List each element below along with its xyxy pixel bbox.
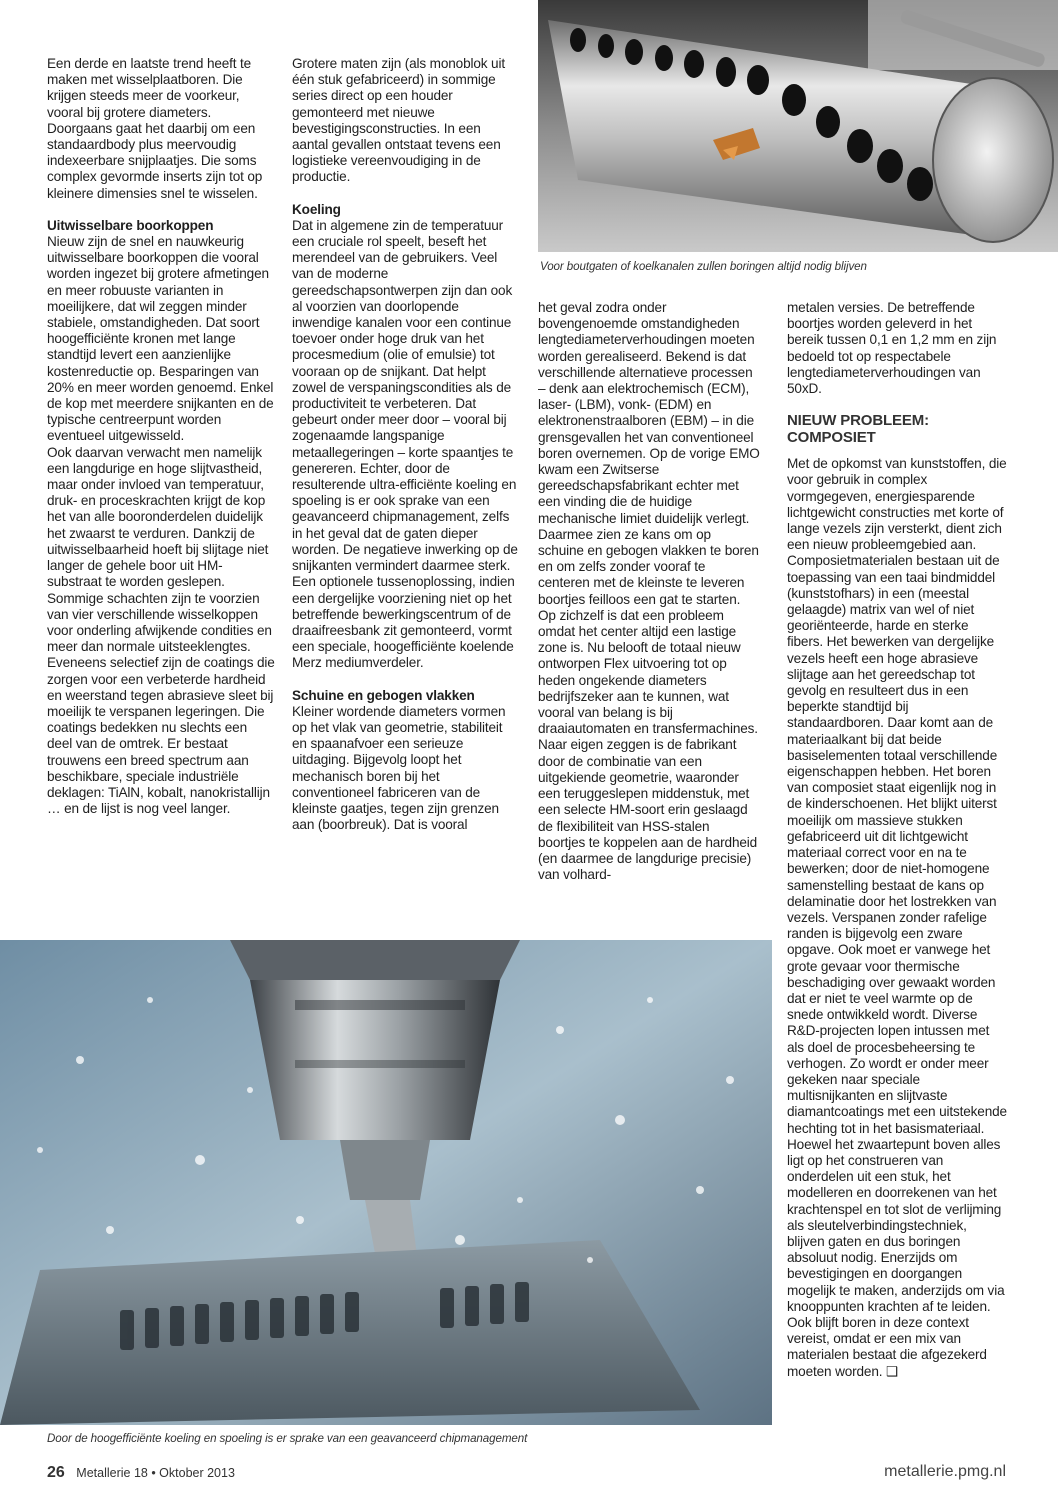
column-2 <box>292 56 520 833</box>
drill-shaft-image <box>538 0 1058 252</box>
paragraph: Dat in algemene zin de temperatuur een cruciale rol speelt, beseft het merendeel van de gebruikers. Veel van de moderne gereedschapsontwerpen zijn dan ook al voorzien van doorlopende inwendige kanalen voor een continue toevoer onder hoge druk van het procesmedium (olie of emulsie) tot vooraan op de snijkant. Dat helpt zowel de verspaningscondities als de productiviteit te verbeteren. Dat gebeurt onder meer door – vooral bij zogenaamde langspanige metaallegeringen – korte spaantjes te genereren. Echter, door de resulterende ultra-efficiënte koeling en spoeling is er ook sprake van een geavanceerd chipmanagement, zelfs in het geval dat de gaten dieper worden. De negatieve inwerking op de snijkanten vermindert daarmee sterk. <box>292 217 518 574</box>
paragraph: Nieuw zijn de snel en nauwkeurig uitwisselbare boorkoppen die vooral worden ingezet bij grotere afmetingen en meer robuuste varianten in moeilijkere, dat wil zeggen minder stabiele, omstandigheden. Dat soort hoogefficiënte kronen met lange standtijd levert een aanzienlijke kostenreductie op. Besparingen van 20% en meer worden genoemd. Enkel de kop met meerdere snijkanten en de typische centreerpunt worden eventueel uitgewisseld. <box>47 234 274 444</box>
coolant-milling-photo <box>0 940 772 1425</box>
paragraph: Een optionele tussenoplossing, indien een dergelijke voorziening niet op het betreffende bewerkingscentrum of de draaifreesbank zit gemonteerd, vormt een speciale, hoogefficiënte koelende Merz mediumverdeler. <box>292 574 515 671</box>
paragraph: metalen versies. De betreffende boortjes worden geleverd in het bereik tussen 0,1 en 1,2 mm en zijn bedoeld tot op respectabele lengtediameterverhoudingen van 50xD. <box>787 300 997 397</box>
drill-shaft-photo <box>538 0 1058 252</box>
column-3 <box>538 300 760 883</box>
column-4 <box>787 300 1007 1380</box>
paragraph: Ook daarvan verwacht men namelijk een langdurige en hoge slijtvastheid, maar onder invloed van temperatuur, druk- en proceskrachten krijgt de kop het van alle booronderdelen duidelijk het zwaarst te verduren. Dankzij de uitwisselbaarheid hoeft bij slijtage niet langer de gehele boor uit HM-substraat te worden geslepen. <box>47 444 269 590</box>
photo-caption-top: Voor boutgaten of koelkanalen zullen boringen altijd nodig blijven <box>540 260 867 273</box>
photo-caption-bottom: Door de hoogefficiënte koeling en spoeling is er sprake van een geavanceerd chipmanagement <box>47 1432 528 1445</box>
paragraph: Grotere maten zijn (als monoblok uit één stuk gefabriceerd) in sommige series direct op een houder gemonteerd met nieuwe bevestigingsconstructies. In een aantal gevallen ontstaat tevens een logistieke vereenvoudiging in de productie. <box>292 56 505 185</box>
publication-info: Metallerie 18 • Oktober 2013 <box>76 1466 235 1480</box>
paragraph: het geval zodra onder bovengenoemde omstandigheden lengtediameterverhoudingen moeten worden gerealiseerd. Bekend is dat verschillende alternatieve processen – denk aan elektrochemisch (ECM), laser- (LBM), vonk- (EDM) en elektronenstraalboren (EBM) – in die grensgevallen het van conventioneel boren overnemen. Op de vorige EMO kwam een Zwitserse gereedschapsfabrikant echter met een vinding die de huidige mechanische limiet duidelijk verlegt. Daarmee zien ze kans om op schuine en gebogen vlakken te boren en om zelfs zonder vooraf te centeren met de kleinste te leveren boortjes feilloos een gat te starten. Op zichzelf is dat een probleem omdat het center altijd een lastige zone is. Nu belooft de totaal nieuw ontworpen Flex uitvoering tot op heden ongekende diameters bedrijfszeker aan te kunnen, wat vooral van belang is bij draaiautomaten en transfermachines. Naar eigen zeggen is de fabrikant door de combinatie van een uitgekiende geometrie, waaronder een teruggeslepen middenstuk, met een selecte HM-soort erin geslaagd de flexibiliteit van HSS-stalen boortjes te koppelen aan de hardheid (en daarmee de langdurige precisie) van volhard- <box>538 300 760 883</box>
paragraph: Met de opkomst van kunststoffen, die voor gebruik in complex vormgegeven, energiesparende lichtgewicht constructies met korte of lange vezels zijn versterkt, dient zich een nieuw probleemgebied aan. Composietmaterialen bestaan uit de toepassing van een taai bindmiddel (kunststofhars) in een (meestal gelaagde) matrix van wel of niet georiënteerde, harde en sterke fibers. Het bewerken van dergelijke vezels heeft een hoge abrasieve slijtage aan het gereedschap tot gevolg en resulteert dus in een beperkte standtijd bij standaardboren. Daar komt aan de materiaalkant bij dat beide basiselementen totaal verschillende eigenschappen hebben. Het boren van composiet staat eigenlijk nog in de kinderschoenen. Het blijkt uiterst moeilijk om massieve stukken gefabriceerd uit dit lichtgewicht materiaal correct voor en na te bewerken; door de niet-homogene samenstelling bestaat de kans op delaminatie door het lostrekken van vezels. Verspanen zonder rafelige randen is bijgevolg een zware opgave. Ook moet er vanwege het grote gevaar voor thermische beschadiging over gewaakt worden dat er niet te veel warmte op de snede ontwikkeld wordt. Diverse R&D-projecten lopen intussen met als doel de procesbeheersing te verhogen. Zo wordt er onder meer gekeken naar speciale multisnijkanten en slijtvaste diamantcoatings met een uitstekende hechting tot in het basismateriaal. Hoewel het zwaartepunt boven alles ligt op het construeren van onderdelen uit een stuk, het modelleren en doorrekenen van het krachtenspel en tot slot de verlijming als sleutelverbindingstechniek, blijven gaten en dus boringen absoluut nodig. Enerzijds om bevestigingen en doorgangen mogelijk te maken, anderzijds om via knooppunten krachten af te leiden. <box>787 456 1007 1314</box>
section-heading: Uitwisselbare boorkoppen <box>47 217 214 233</box>
paragraph: Sommige schachten zijn te voorzien van vier verschillende wisselkoppen voor onderling afwijkende condities en meer dan normale uitsteeklengtes. Eveneens selectief zijn de coatings die zorgen voor een verbeterde hardheid en weerstand tegen abrasieve sleet bij moeilijk te verspanen legeringen. Die coatings bedekken nu slechts een deel van de omtrek. Er bestaat trouwens een breed spectrum aan beschikbare, speciale industriële deklagen: TiAlN, kobalt, nanokristallijn … en de lijst is nog veel langer. <box>47 590 275 817</box>
page-number: 26 <box>47 1464 65 1481</box>
section-heading: NIEUW PROBLEEM: COMPOSIET <box>787 412 929 446</box>
paragraph: Een derde en laatste trend heeft te maken met wisselplaatboren. Die krijgen steeds meer de voorkeur, vooral bij grotere diameters. Doorgaans gaat het daarbij om een standaardbody plus meervoudig indexeerbare snijplaatjes. Die soms complex gevormde inserts zijn tot op kleinere dimensies snel te wisselen. <box>47 56 263 201</box>
paragraph: Ook blijft boren in deze context vereist, omdat er een mix van materialen bestaat die afgezekerd moeten worden. ❑ <box>787 1314 987 1379</box>
footer-left <box>47 1464 235 1482</box>
section-heading: Schuine en gebogen vlakken <box>292 687 475 703</box>
footer-website: metallerie.pmg.nl <box>884 1463 1006 1480</box>
milling-image <box>0 940 772 1425</box>
paragraph: Kleiner wordende diameters vormen op het vlak van geometrie, stabiliteit en spaanafvoer een serieuze uitdaging. Bijgevolg loopt het mechanisch boren bij het conventioneel fabriceren van de kleinste gaatjes, tegen zijn grenzen aan (boorbreuk). Dat is vooral <box>292 703 506 833</box>
section-heading: Koeling <box>292 201 341 217</box>
column-1 <box>47 56 275 817</box>
